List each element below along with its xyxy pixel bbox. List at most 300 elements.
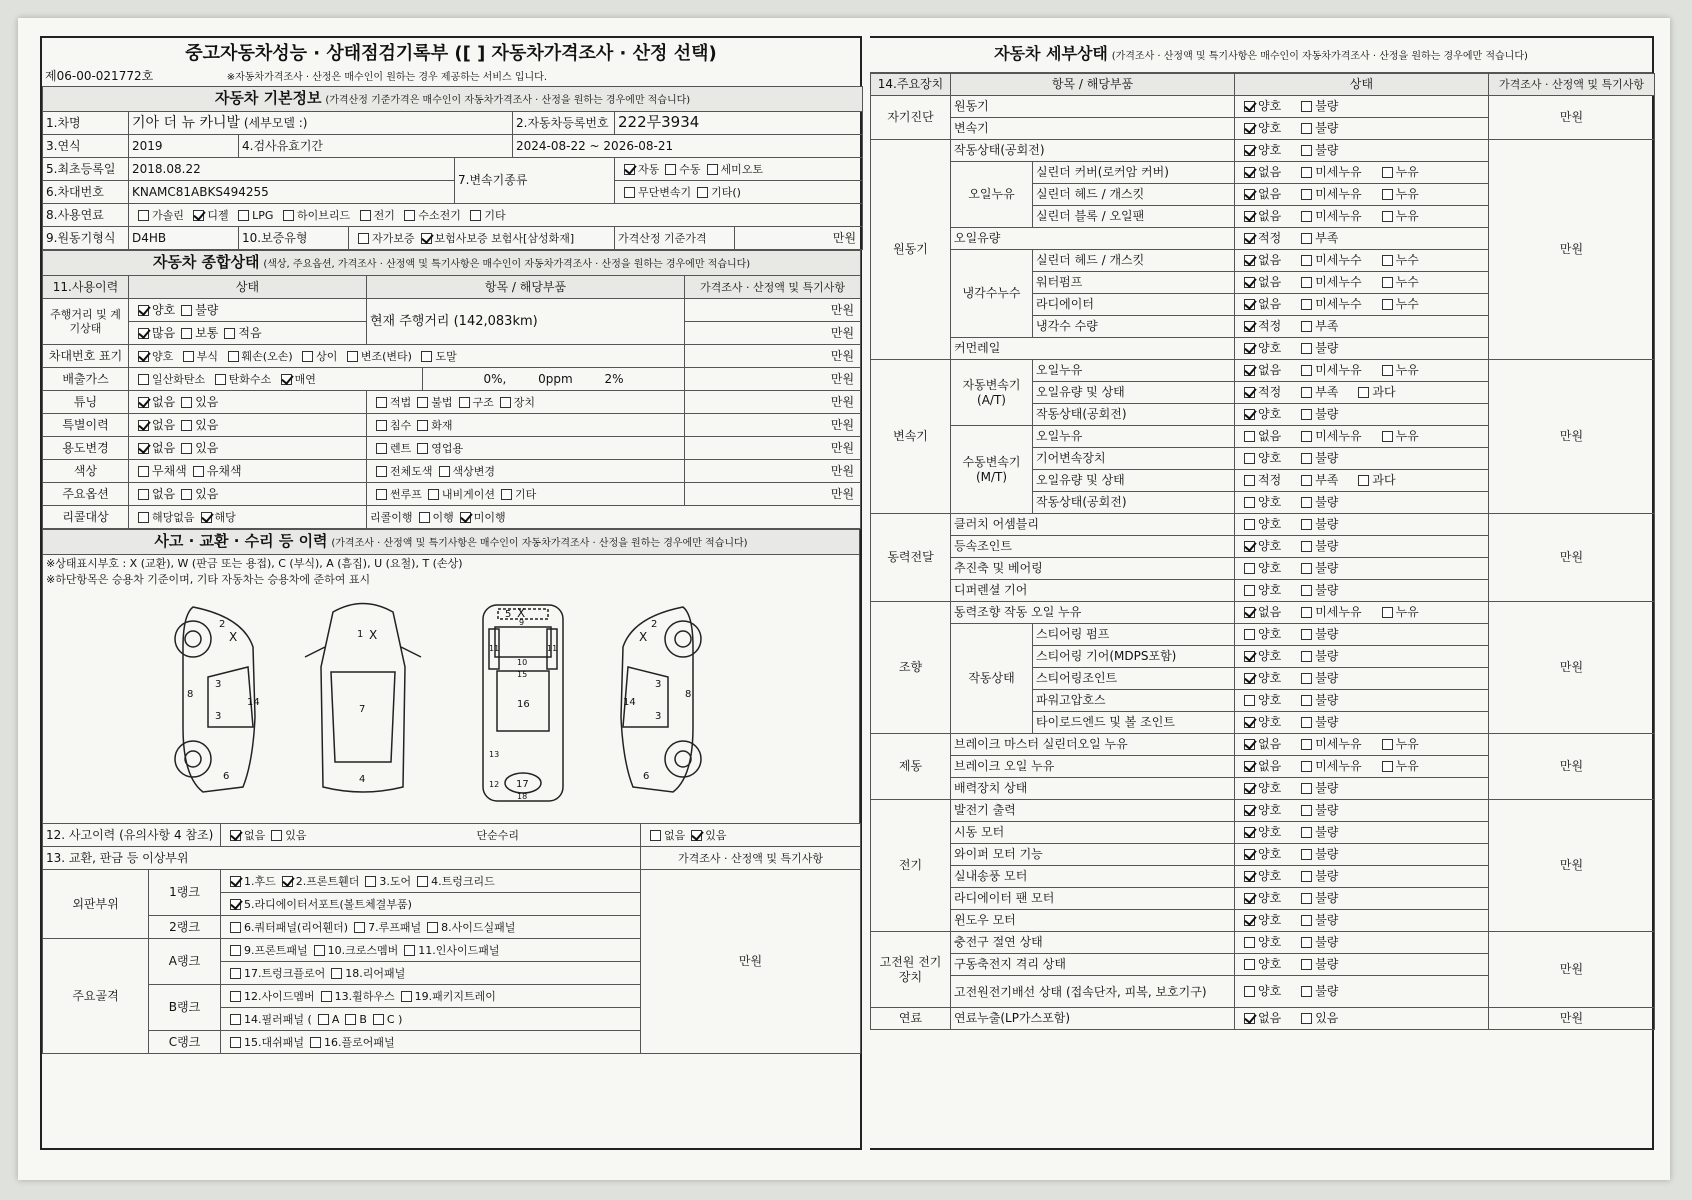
radiator-support-checkbox[interactable] bbox=[230, 899, 241, 910]
group-g-fuel: 연료 bbox=[871, 1008, 951, 1030]
charge-good-checkbox[interactable] bbox=[1244, 937, 1255, 948]
trans-ok-bad-checkbox[interactable] bbox=[1301, 123, 1312, 134]
state-hose bbox=[1235, 690, 1489, 712]
mt-op-bad-checkbox[interactable] bbox=[1301, 497, 1312, 508]
fuel-other-label: 기타 bbox=[484, 208, 506, 222]
mileage-normal-label: 보통 bbox=[195, 325, 219, 340]
quarter-panel-checkbox[interactable] bbox=[230, 922, 241, 933]
plan-part-11-left: 11 bbox=[489, 644, 500, 653]
cyl-cover-minor-checkbox[interactable] bbox=[1301, 167, 1312, 178]
option-other-label: 기타 bbox=[515, 487, 537, 501]
booster-bad-checkbox[interactable] bbox=[1301, 783, 1312, 794]
pillar-panel-label: 14.필러패널 ( bbox=[244, 1012, 312, 1026]
hose-bad-label: 불량 bbox=[1315, 693, 1339, 707]
cyl-head-none-checkbox[interactable] bbox=[1244, 189, 1255, 200]
radiator-none-checkbox[interactable] bbox=[1244, 299, 1255, 310]
ps-leak-minor-checkbox[interactable] bbox=[1301, 607, 1312, 618]
ps-leak-leak-label: 누유 bbox=[1395, 605, 1419, 619]
water-pump-none-checkbox[interactable] bbox=[1244, 277, 1255, 288]
page-title: 중고자동차성능 · 상태점검기록부 ([ ] 자동차가격조사 · 산정 선택) bbox=[185, 42, 717, 64]
item-water-pump: 워터펌프 bbox=[1033, 272, 1235, 294]
at-level-over-checkbox[interactable] bbox=[1358, 387, 1369, 398]
br-oil-minor-label: 미세누유 bbox=[1315, 759, 1362, 773]
color-price-unit: 만원 bbox=[685, 460, 861, 483]
emission-smoke-checkbox[interactable] bbox=[281, 374, 292, 385]
gen-bad-checkbox[interactable] bbox=[1301, 805, 1312, 816]
warranty-self-checkbox[interactable] bbox=[358, 233, 369, 244]
item-cool-head: 실린더 헤드 / 개스킷 bbox=[1033, 250, 1235, 272]
battery-bad-checkbox[interactable] bbox=[1301, 959, 1312, 970]
special-price-unit: 만원 bbox=[685, 414, 861, 437]
pillar-a-label: A bbox=[331, 1012, 340, 1026]
cool-head-none-checkbox[interactable] bbox=[1244, 255, 1255, 266]
at-op-bad-checkbox[interactable] bbox=[1301, 409, 1312, 420]
radiator-support-label: 5.라디에이터서포트(볼트체결부품) bbox=[244, 897, 412, 911]
fan-good-checkbox[interactable] bbox=[1244, 893, 1255, 904]
package-tray-checkbox[interactable] bbox=[401, 991, 412, 1002]
recall-done-option: 이행 bbox=[432, 510, 454, 524]
ps-leak-none-checkbox[interactable] bbox=[1244, 607, 1255, 618]
mt-level-over-checkbox[interactable] bbox=[1358, 475, 1369, 486]
special-none-checkbox[interactable] bbox=[138, 420, 149, 431]
detail-model-label: (세부모델 :) bbox=[243, 115, 308, 130]
recall-label: 리콜대상 bbox=[43, 506, 129, 529]
mileage-price-unit: 만원 bbox=[685, 299, 861, 322]
roof-panel-checkbox[interactable] bbox=[354, 922, 365, 933]
item-cyl-head: 실린더 헤드 / 개스킷 bbox=[1033, 184, 1235, 206]
item-radiator: 라디에이터 bbox=[1033, 294, 1235, 316]
mt-leak-minor-checkbox[interactable] bbox=[1301, 431, 1312, 442]
warranty-self-label: 자가보증 bbox=[372, 231, 415, 245]
door-checkbox[interactable] bbox=[365, 876, 376, 887]
wiper-good-label: 양호 bbox=[1258, 847, 1282, 861]
mileage-low-label: 적음 bbox=[238, 325, 262, 340]
use-history-header: 11.사용이력 bbox=[43, 276, 129, 299]
left-front-hub bbox=[185, 631, 201, 647]
special-flood-checkbox[interactable] bbox=[376, 420, 387, 431]
detail-state-header: 상태 bbox=[1235, 74, 1489, 96]
option-exist-checkbox[interactable] bbox=[181, 489, 192, 500]
door-label: 3.도어 bbox=[379, 874, 412, 888]
water-pump-leak-w-checkbox[interactable] bbox=[1382, 277, 1393, 288]
option-navigation-label: 내비게이션 bbox=[441, 487, 496, 501]
rear-panel-checkbox[interactable] bbox=[331, 968, 342, 979]
tuning-none-checkbox[interactable] bbox=[138, 397, 149, 408]
state-cv bbox=[1235, 536, 1489, 558]
emission-hc-checkbox[interactable] bbox=[215, 374, 226, 385]
cyl-head-minor-checkbox[interactable] bbox=[1301, 189, 1312, 200]
plan-part-5: 5 bbox=[505, 609, 512, 620]
br-oil-minor-checkbox[interactable] bbox=[1301, 761, 1312, 772]
lower-items-note: ※하단항목은 승용차 기준이며, 기타 자동차는 승용차에 준하여 표시 bbox=[43, 571, 860, 587]
pillar-panel-checkbox[interactable] bbox=[230, 1014, 241, 1025]
option-navigation-checkbox[interactable] bbox=[428, 489, 439, 500]
at-leak-none-checkbox[interactable] bbox=[1244, 365, 1255, 376]
battery-bad-label: 불량 bbox=[1315, 957, 1339, 971]
st-pump-bad-checkbox[interactable] bbox=[1301, 629, 1312, 640]
booster-good-checkbox[interactable] bbox=[1244, 783, 1255, 794]
st-pump-good-label: 양호 bbox=[1258, 627, 1282, 641]
coolant-qty-low-checkbox[interactable] bbox=[1301, 321, 1312, 332]
item-mt-leak: 오일누유 bbox=[1033, 426, 1235, 448]
mt-op-good-checkbox[interactable] bbox=[1244, 497, 1255, 508]
radiator-none-label: 없음 bbox=[1258, 297, 1282, 311]
price-unit-g-fuel: 만원 bbox=[1489, 1008, 1655, 1030]
vin-value: KNAMC81ABKS494255 bbox=[129, 181, 455, 204]
at-level-low-checkbox[interactable] bbox=[1301, 387, 1312, 398]
cyl-cover-none-label: 없음 bbox=[1258, 165, 1282, 179]
trans-ok-good-checkbox[interactable] bbox=[1244, 123, 1255, 134]
at-level-ok-checkbox[interactable] bbox=[1244, 387, 1255, 398]
tuning-structure-checkbox[interactable] bbox=[459, 397, 470, 408]
state-br-master bbox=[1235, 734, 1489, 756]
purpose-exist-checkbox[interactable] bbox=[181, 443, 192, 454]
emission-price-unit: 만원 bbox=[685, 368, 861, 391]
floor-panel-checkbox[interactable] bbox=[310, 1037, 321, 1048]
tuning-structure-label: 구조 bbox=[472, 395, 494, 409]
trans-cvt-label: 무단변속기 bbox=[638, 185, 692, 199]
fuel-leak-none-checkbox[interactable] bbox=[1244, 1013, 1255, 1024]
cv-bad-label: 불량 bbox=[1315, 539, 1339, 553]
fuel-leak-exist-checkbox[interactable] bbox=[1301, 1013, 1312, 1024]
floor-panel-label: 16.플로어패널 bbox=[324, 1035, 395, 1049]
mileage-bad-checkbox[interactable] bbox=[181, 305, 192, 316]
vin-painted-checkbox[interactable] bbox=[421, 351, 432, 362]
br-master-minor-checkbox[interactable] bbox=[1301, 739, 1312, 750]
coolant-qty-ok-checkbox[interactable] bbox=[1244, 321, 1255, 332]
recall-applicable-label: 해당 bbox=[214, 510, 236, 524]
blower-bad-checkbox[interactable] bbox=[1301, 871, 1312, 882]
warranty-insurer-checkbox[interactable] bbox=[421, 233, 432, 244]
subgroup-s-oil-leak: 오일누유 bbox=[951, 162, 1033, 228]
tuning-device-checkbox[interactable] bbox=[500, 397, 511, 408]
br-oil-none-checkbox[interactable] bbox=[1244, 761, 1255, 772]
st-gear-bad-checkbox[interactable] bbox=[1301, 651, 1312, 662]
diff-bad-checkbox[interactable] bbox=[1301, 585, 1312, 596]
option-none-checkbox[interactable] bbox=[138, 489, 149, 500]
plan-part-12: 12 bbox=[489, 780, 500, 789]
item-mt-op: 작동상태(공회전) bbox=[1033, 492, 1235, 514]
accident-none-checkbox[interactable] bbox=[230, 830, 241, 841]
pillar-a-checkbox[interactable] bbox=[318, 1014, 329, 1025]
mileage-high-checkbox[interactable] bbox=[138, 328, 149, 339]
trans-cvt-checkbox[interactable] bbox=[624, 187, 635, 198]
radiator-leak-w-checkbox[interactable] bbox=[1382, 299, 1393, 310]
inside-panel-checkbox[interactable] bbox=[404, 945, 415, 956]
water-pump-minor-w-checkbox[interactable] bbox=[1301, 277, 1312, 288]
fuel-diesel-checkbox[interactable] bbox=[193, 210, 204, 221]
header-table bbox=[42, 38, 860, 86]
engine-ok-bad-checkbox[interactable] bbox=[1301, 101, 1312, 112]
first-reg-label: 5.최초등록일 bbox=[43, 158, 129, 181]
accident-exist-checkbox[interactable] bbox=[271, 830, 282, 841]
cyl-cover-none-checkbox[interactable] bbox=[1244, 167, 1255, 178]
mt-level-low-checkbox[interactable] bbox=[1301, 475, 1312, 486]
vin-different-label: 상이 bbox=[316, 349, 338, 363]
op-good-checkbox[interactable] bbox=[1244, 145, 1255, 156]
mileage-low-checkbox[interactable] bbox=[224, 328, 235, 339]
mt-leak-leak-checkbox[interactable] bbox=[1382, 431, 1393, 442]
exchange-price-unit: 만원 bbox=[641, 870, 861, 1054]
item-blower: 실내송풍 모터 bbox=[951, 866, 1235, 888]
st-joint-good-checkbox[interactable] bbox=[1244, 673, 1255, 684]
br-master-leak-checkbox[interactable] bbox=[1382, 739, 1393, 750]
engine-ok-good-checkbox[interactable] bbox=[1244, 101, 1255, 112]
st-gear-good-checkbox[interactable] bbox=[1244, 651, 1255, 662]
transmission-label: 7.변속기종류 bbox=[455, 158, 615, 204]
simple-repair-none-checkbox[interactable] bbox=[650, 830, 661, 841]
hv-wire-good-checkbox[interactable] bbox=[1244, 986, 1255, 997]
car-diagram bbox=[43, 587, 861, 823]
plan-part-17: 17 bbox=[516, 779, 529, 790]
gen-good-checkbox[interactable] bbox=[1244, 805, 1255, 816]
left-part-14: 14 bbox=[247, 697, 260, 708]
trans-auto-checkbox[interactable] bbox=[624, 164, 635, 175]
clutch-bad-checkbox[interactable] bbox=[1301, 519, 1312, 530]
prop-good-checkbox[interactable] bbox=[1244, 563, 1255, 574]
cross-member-label: 10.크로스멤버 bbox=[327, 943, 399, 957]
recall-not-done-checkbox[interactable] bbox=[460, 512, 471, 523]
at-leak-leak-label: 누유 bbox=[1395, 363, 1419, 377]
hv-wire-bad-checkbox[interactable] bbox=[1301, 986, 1312, 997]
left-rear-hub bbox=[185, 751, 201, 767]
br-oil-leak-checkbox[interactable] bbox=[1382, 761, 1393, 772]
status-legend: ※상태표시부호 : X (교환), W (판금 또는 용접), C (부식), A (흠집), U (요철), T (손상) bbox=[43, 555, 860, 572]
detail-row-ps-leak bbox=[871, 602, 1655, 624]
trans-manual-checkbox[interactable] bbox=[665, 164, 676, 175]
cyl-head-leak-checkbox[interactable] bbox=[1382, 189, 1393, 200]
op-bad-checkbox[interactable] bbox=[1301, 145, 1312, 156]
wheel-house-checkbox[interactable] bbox=[321, 991, 332, 1002]
recall-done-checkbox[interactable] bbox=[419, 512, 430, 523]
charge-good-label: 양호 bbox=[1258, 935, 1282, 949]
at-leak-minor-checkbox[interactable] bbox=[1301, 365, 1312, 376]
recall-na-checkbox[interactable] bbox=[138, 512, 149, 523]
color-full-paint-checkbox[interactable] bbox=[376, 466, 387, 477]
item-ps-leak: 동력조향 작동 오일 누유 bbox=[951, 602, 1235, 624]
simple-repair-exist-checkbox[interactable] bbox=[691, 830, 702, 841]
oil-level-low-checkbox[interactable] bbox=[1301, 233, 1312, 244]
cv-bad-checkbox[interactable] bbox=[1301, 541, 1312, 552]
tie-good-checkbox[interactable] bbox=[1244, 717, 1255, 728]
charge-bad-checkbox[interactable] bbox=[1301, 937, 1312, 948]
pillar-c-checkbox[interactable] bbox=[373, 1014, 384, 1025]
wiper-good-checkbox[interactable] bbox=[1244, 849, 1255, 860]
detail-row-op bbox=[871, 140, 1655, 162]
main-device-header: 14.주요장치 bbox=[871, 74, 951, 96]
rank1-label: 1랭크 bbox=[149, 870, 221, 916]
br-master-leak-label: 누유 bbox=[1395, 737, 1419, 751]
purpose-none-checkbox[interactable] bbox=[138, 443, 149, 454]
accident-title: 사고 · 교환 · 수리 등 이력 bbox=[154, 531, 328, 550]
mileage-good-checkbox[interactable] bbox=[138, 305, 149, 316]
cyl-block-leak-label: 누유 bbox=[1395, 209, 1419, 223]
br-master-minor-label: 미세누유 bbox=[1315, 737, 1362, 751]
window-good-checkbox[interactable] bbox=[1244, 915, 1255, 926]
state-common-rail bbox=[1235, 338, 1489, 360]
top-part-4: 4 bbox=[359, 774, 366, 785]
item-charge: 충전구 절연 상태 bbox=[951, 932, 1235, 954]
cyl-block-none-checkbox[interactable] bbox=[1244, 211, 1255, 222]
plan-part-11-right: 11 bbox=[547, 644, 558, 653]
gen-bad-label: 불량 bbox=[1315, 803, 1339, 817]
color-chromatic-label: 유채색 bbox=[206, 463, 242, 478]
mt-gear-bad-checkbox[interactable] bbox=[1301, 453, 1312, 464]
common-rail-good-checkbox[interactable] bbox=[1244, 343, 1255, 354]
prop-bad-checkbox[interactable] bbox=[1301, 563, 1312, 574]
item-window: 윈도우 모터 bbox=[951, 910, 1235, 932]
base-price-label: 가격산정 기준가격 bbox=[615, 227, 735, 250]
accident-none-label: 없음 bbox=[244, 828, 266, 842]
cyl-cover-leak-checkbox[interactable] bbox=[1382, 167, 1393, 178]
st-joint-bad-label: 불량 bbox=[1315, 671, 1339, 685]
purpose-business-checkbox[interactable] bbox=[417, 443, 428, 454]
hose-bad-checkbox[interactable] bbox=[1301, 695, 1312, 706]
color-change-checkbox[interactable] bbox=[439, 466, 450, 477]
front-fender-checkbox[interactable] bbox=[282, 876, 293, 887]
cross-member-checkbox[interactable] bbox=[314, 945, 325, 956]
vin-damage-checkbox[interactable] bbox=[228, 351, 239, 362]
starter-good-checkbox[interactable] bbox=[1244, 827, 1255, 838]
tuning-exist-checkbox[interactable] bbox=[181, 397, 192, 408]
tie-bad-checkbox[interactable] bbox=[1301, 717, 1312, 728]
oil-level-low-label: 부족 bbox=[1315, 231, 1339, 245]
coolant-qty-ok-label: 적정 bbox=[1258, 319, 1282, 333]
color-change-label: 색상변경 bbox=[452, 464, 496, 478]
trans-semi-checkbox[interactable] bbox=[707, 164, 718, 175]
at-level-low-label: 부족 bbox=[1315, 385, 1339, 399]
tuning-legal-checkbox[interactable] bbox=[376, 397, 387, 408]
fuel-hybrid-checkbox[interactable] bbox=[283, 210, 294, 221]
right-part-2: 2 bbox=[651, 619, 658, 630]
front-panel-label: 9.프론트패널 bbox=[244, 943, 308, 957]
group-g-power: 동력전달 bbox=[871, 514, 951, 602]
plan-engine-bay bbox=[495, 627, 551, 657]
hose-good-checkbox[interactable] bbox=[1244, 695, 1255, 706]
cv-good-checkbox[interactable] bbox=[1244, 541, 1255, 552]
detail-row-charge bbox=[871, 932, 1655, 954]
purpose-rent-checkbox[interactable] bbox=[376, 443, 387, 454]
emission-co-value: 0%, bbox=[483, 371, 507, 386]
basic-info-table bbox=[42, 86, 863, 250]
simple-repair-exist-label: 있음 bbox=[705, 828, 727, 842]
color-full-paint-label: 전체도색 bbox=[390, 464, 433, 478]
mt-gear-good-checkbox[interactable] bbox=[1244, 453, 1255, 464]
side-member-checkbox[interactable] bbox=[230, 991, 241, 1002]
color-achromatic-checkbox[interactable] bbox=[138, 466, 149, 477]
front-panel-checkbox[interactable] bbox=[230, 945, 241, 956]
vin-corrosion-checkbox[interactable] bbox=[183, 351, 194, 362]
trans-other-checkbox[interactable] bbox=[697, 187, 708, 198]
pillar-b-checkbox[interactable] bbox=[345, 1014, 356, 1025]
fuel-other-checkbox[interactable] bbox=[470, 210, 481, 221]
mileage-good-label: 양호 bbox=[152, 302, 176, 317]
mt-level-ok-label: 적정 bbox=[1258, 473, 1282, 487]
mileage-normal-checkbox[interactable] bbox=[181, 328, 192, 339]
special-fire-checkbox[interactable] bbox=[417, 420, 428, 431]
cool-head-minor-w-checkbox[interactable] bbox=[1301, 255, 1312, 266]
mt-gear-good-label: 양호 bbox=[1258, 451, 1282, 465]
st-pump-good-checkbox[interactable] bbox=[1244, 629, 1255, 640]
fan-bad-checkbox[interactable] bbox=[1301, 893, 1312, 904]
price-unit-g-power: 만원 bbox=[1489, 514, 1655, 602]
state-coolant-qty bbox=[1235, 316, 1489, 338]
fuel-hydrogen-checkbox[interactable] bbox=[404, 210, 415, 221]
window-bad-checkbox[interactable] bbox=[1301, 915, 1312, 926]
vin-good-checkbox[interactable] bbox=[138, 351, 149, 362]
starter-bad-label: 불량 bbox=[1315, 825, 1339, 839]
plan-part-16: 16 bbox=[517, 699, 530, 710]
fuel-gasoline-checkbox[interactable] bbox=[138, 210, 149, 221]
fuel-lpg-checkbox[interactable] bbox=[238, 210, 249, 221]
option-none-label: 없음 bbox=[152, 486, 176, 501]
tuning-illegal-checkbox[interactable] bbox=[417, 397, 428, 408]
radiator-minor-w-checkbox[interactable] bbox=[1301, 299, 1312, 310]
tuning-price-unit: 만원 bbox=[685, 391, 861, 414]
wiper-bad-checkbox[interactable] bbox=[1301, 849, 1312, 860]
hose-good-label: 양호 bbox=[1258, 693, 1282, 707]
cyl-block-minor-checkbox[interactable] bbox=[1301, 211, 1312, 222]
service-notice: ※자동차가격조사 · 산정은 매수인이 원하는 경우 제공하는 서비스 입니다. bbox=[226, 72, 548, 83]
cyl-cover-leak-label: 누유 bbox=[1395, 165, 1419, 179]
at-op-good-checkbox[interactable] bbox=[1244, 409, 1255, 420]
plan-part-9: 9 bbox=[519, 618, 525, 627]
doc-number: 제06-00-021772호 bbox=[45, 69, 154, 83]
option-other-checkbox[interactable] bbox=[501, 489, 512, 500]
mt-level-ok-checkbox[interactable] bbox=[1244, 475, 1255, 486]
cool-head-leak-w-checkbox[interactable] bbox=[1382, 255, 1393, 266]
option-sunroof-checkbox[interactable] bbox=[376, 489, 387, 500]
diff-good-checkbox[interactable] bbox=[1244, 585, 1255, 596]
car-name: 기아 더 뉴 카니발 bbox=[132, 114, 241, 131]
detail-row-fuel-leak bbox=[871, 1008, 1655, 1030]
side-sill-checkbox[interactable] bbox=[427, 922, 438, 933]
starter-bad-checkbox[interactable] bbox=[1301, 827, 1312, 838]
vin-altered-checkbox[interactable] bbox=[347, 351, 358, 362]
oil-level-ok-checkbox[interactable] bbox=[1244, 233, 1255, 244]
trunk-lid-checkbox[interactable] bbox=[417, 876, 428, 887]
right-rear-wheel bbox=[665, 741, 701, 777]
at-leak-leak-checkbox[interactable] bbox=[1382, 365, 1393, 376]
st-joint-bad-checkbox[interactable] bbox=[1301, 673, 1312, 684]
battery-good-checkbox[interactable] bbox=[1244, 959, 1255, 970]
common-rail-bad-checkbox[interactable] bbox=[1301, 343, 1312, 354]
recall-applicable-checkbox[interactable] bbox=[201, 512, 212, 523]
ps-leak-leak-checkbox[interactable] bbox=[1382, 607, 1393, 618]
dash-panel-checkbox[interactable] bbox=[230, 1037, 241, 1048]
cyl-block-leak-checkbox[interactable] bbox=[1382, 211, 1393, 222]
color-chromatic-checkbox[interactable] bbox=[193, 466, 204, 477]
trunk-floor-label: 17.트렁크플로어 bbox=[244, 966, 326, 980]
vin-corrosion-label: 부식 bbox=[196, 349, 219, 363]
fuel-electric-checkbox[interactable] bbox=[360, 210, 371, 221]
emission-co-checkbox[interactable] bbox=[138, 374, 149, 385]
engine-ok-good-label: 양호 bbox=[1258, 99, 1282, 113]
year-label: 3.연식 bbox=[43, 135, 129, 158]
state-tie bbox=[1235, 712, 1489, 734]
blower-good-checkbox[interactable] bbox=[1244, 871, 1255, 882]
clutch-good-checkbox[interactable] bbox=[1244, 519, 1255, 530]
trunk-floor-checkbox[interactable] bbox=[230, 968, 241, 979]
mt-leak-none-checkbox[interactable] bbox=[1244, 431, 1255, 442]
special-exist-checkbox[interactable] bbox=[181, 420, 192, 431]
hood-checkbox[interactable] bbox=[230, 876, 241, 887]
package-tray-label: 19.패키지트레이 bbox=[414, 989, 496, 1003]
state-engine-ok bbox=[1235, 96, 1489, 118]
vin-different-checkbox[interactable] bbox=[302, 351, 313, 362]
br-master-none-checkbox[interactable] bbox=[1244, 739, 1255, 750]
special-fire-label: 화재 bbox=[431, 418, 453, 432]
